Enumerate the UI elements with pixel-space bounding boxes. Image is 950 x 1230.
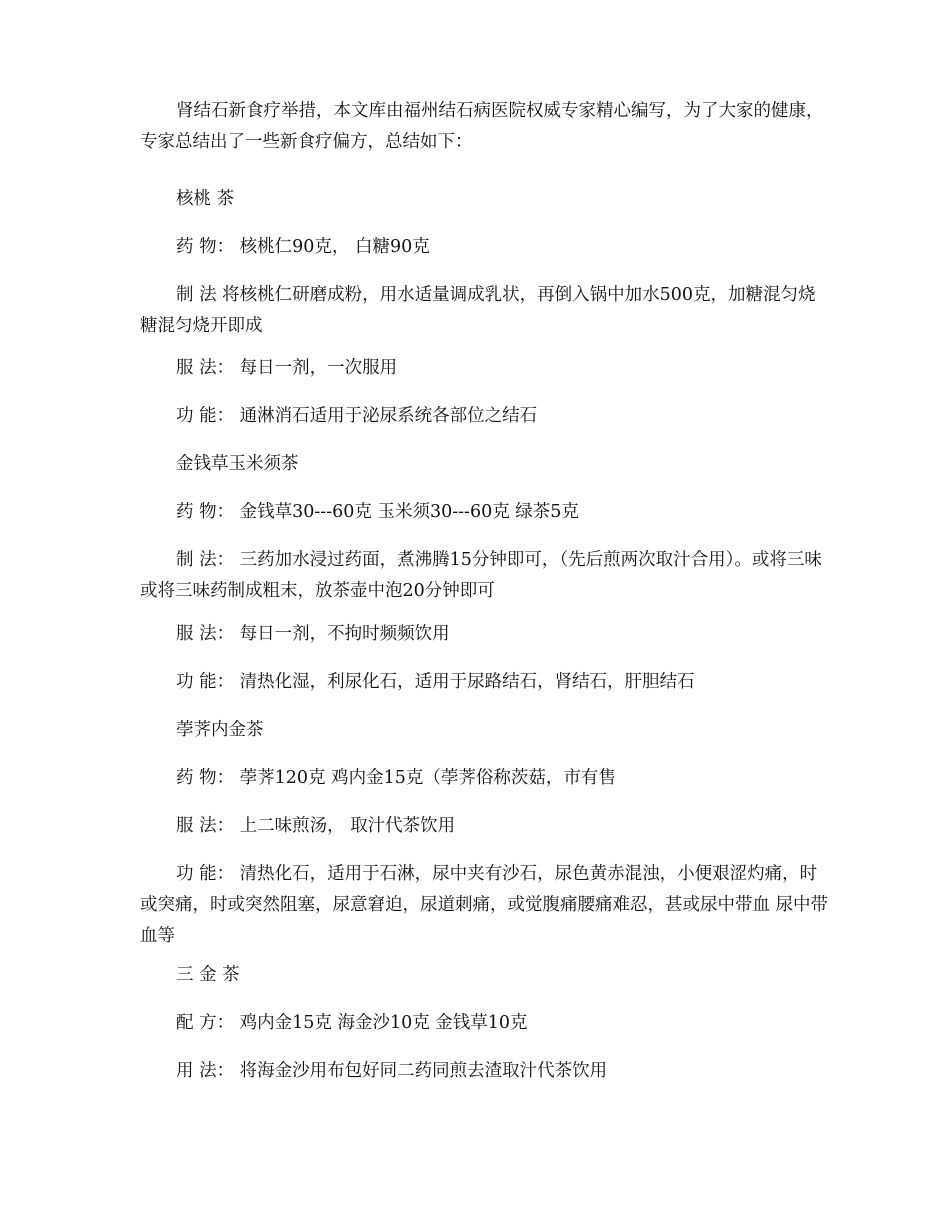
heading-lysimachia-corn-silk-tea: 金钱草玉米须茶	[176, 454, 299, 474]
lysimachia-function: 功 能： 清热化湿，利尿化石，适用于尿路结石，肾结石，肝胆结石	[176, 672, 695, 692]
heading-water-chestnut-tea: 荸荠内金茶	[176, 720, 264, 740]
three-gold-formula: 配 方： 鸡内金15克 海金沙10克 金钱草10克	[176, 1013, 528, 1033]
lysimachia-preparation: 制 法： 三药加水浸过药面，煮沸腾15分钟即可，（先后煎两次取汁合用）。或将三味 或将三味药制成粗末，放茶壶中泡20分钟即可	[140, 550, 822, 601]
lysimachia-ingredients: 药 物： 金钱草30---60克 玉米须30---60克 绿茶5克	[176, 502, 579, 522]
walnut-preparation: 制 法 将核桃仁研磨成粉，用水适量调成乳状，再倒入锅中加水500克，加糖混匀烧糖混匀烧开即成	[140, 285, 816, 336]
lysimachia-dosage: 服 法： 每日一剂，不拘时频频饮用	[176, 624, 450, 644]
water-chestnut-function: 功 能： 清热化石，适用于石淋，尿中夹有沙石，尿色黄赤混浊，小便艰涩灼痛，时或突痛，时或突然阻塞，尿意窘迫，尿道刺痛，或觉腹痛腰痛难忍，甚或尿中带血 尿中带血等	[140, 864, 829, 946]
intro-paragraph: 肾结石新食疗举措，本文库由福州结石病医院权威专家精心编写，为了大家的健康，专家总结出了一些新食疗偏方，总结如下：	[140, 101, 824, 152]
heading-walnut-tea: 核桃 茶	[176, 189, 235, 209]
water-chestnut-ingredients: 药 物： 荸荠120克 鸡内金15克（荸荠俗称茨菇，市有售	[176, 768, 616, 788]
walnut-dosage: 服 法： 每日一剂，一次服用	[176, 358, 398, 378]
three-gold-usage: 用 法： 将海金沙用布包好同二药同煎去渣取汁代茶饮用	[176, 1061, 608, 1081]
walnut-ingredients: 药 物： 核桃仁90克， 白糖90克	[176, 237, 430, 257]
walnut-function: 功 能： 通淋消石适用于泌尿系统各部位之结石	[176, 406, 538, 426]
water-chestnut-dosage: 服 法： 上二味煎汤， 取汁代茶饮用	[176, 816, 456, 836]
heading-three-gold-tea: 三 金 茶	[176, 965, 240, 985]
